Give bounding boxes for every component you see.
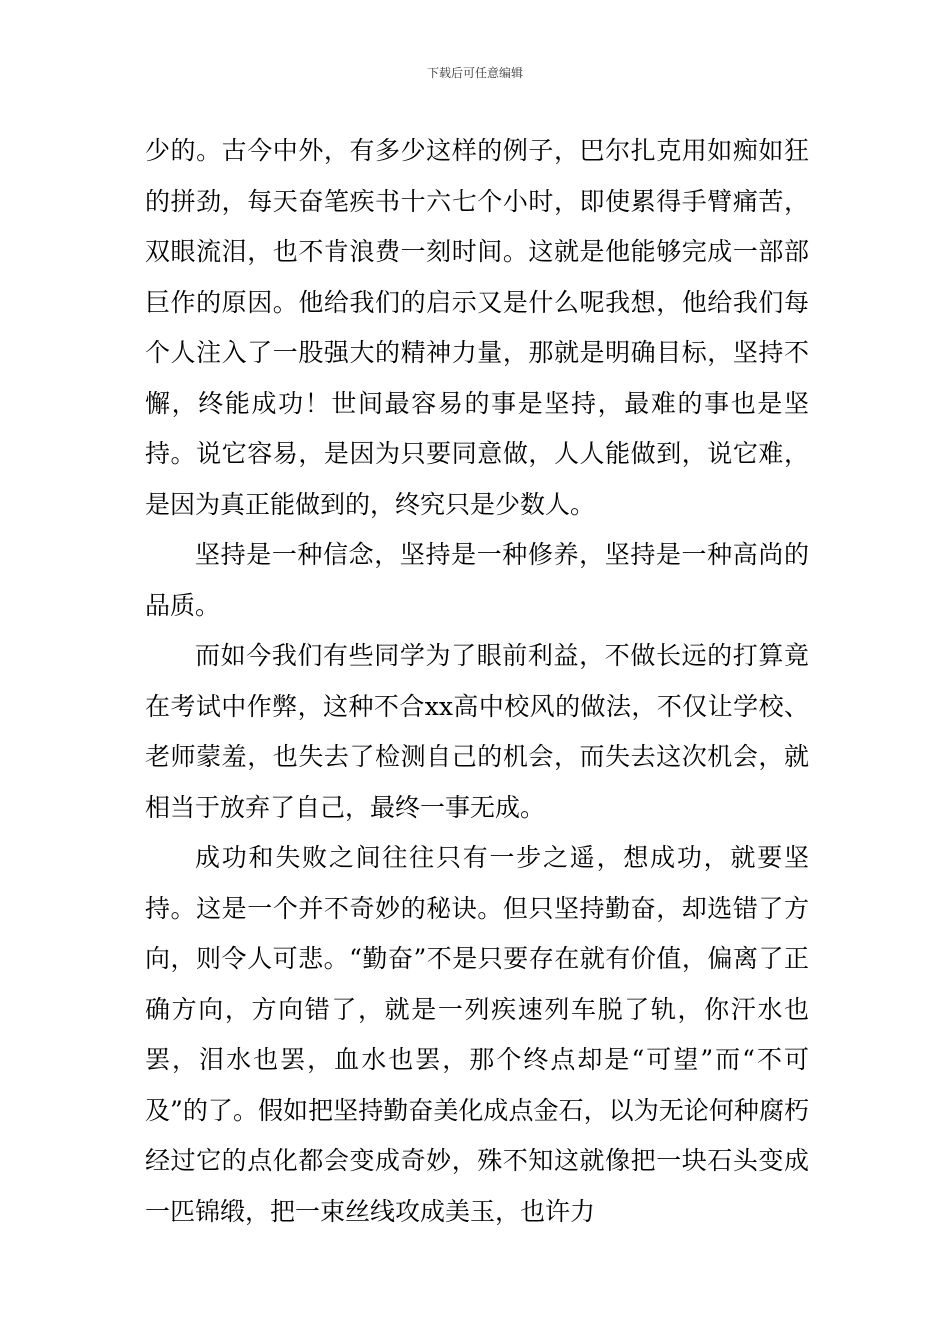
document-body — [145, 126, 809, 1237]
paragraph-exam-cheating: 而如今我们有些同学为了眼前利益，不做长远的打算竟在考试中作弊，这种不合xx高中校风的做法，不仅让学校、老师蒙羞，也失去了检测自己的机会，而失去这次机会，就相当于放弃了自己，最终一事无成。 — [145, 641, 809, 822]
page-header: 下载后可任意编辑 — [426, 66, 523, 80]
paragraph-continued: 少的。古今中外，有多少这样的例子，巴尔扎克用如痴如狂的拼劲，每天奋笔疾书十六七个小时，即使累得手臂痛苦，双眼流泪，也不肯浪费一刻时间。这就是他能够完成一部部巨作的原因。他给我们的启示又是什么呢我想，他给我们每个人注入了一股强大的精神力量，那就是明确目标，坚持不懈，终能成功！世间最容易的事是坚持，最难的事也是坚持。说它容易，是因为只要同意做，人人能做到，说它难，是因为真正能做到的，终究只是少数人。 — [145, 136, 809, 519]
paragraph-persistence-belief: 坚持是一种信念，坚持是一种修养，坚持是一种高尚的品质。 — [145, 540, 809, 620]
paragraph-success-failure: 成功和失败之间往往只有一步之遥，想成功，就要坚持。这是一个并不奇妙的秘诀。但只坚持勤奋，却选错了方向，则令人可悲。“勤奋”不是只要存在就有价值，偏离了正确方向，方向错了，就是一列疾速列车脱了轨，你汗水也罢，泪水也罢，血水也罢，那个终点却是“可望”而“不可及”的了。假如把坚持勤奋美化成点金石，以为无论何种腐朽经过它的点化都会变成奇妙，殊不知这就像把一块石头变成一匹锦缎，把一束丝线攻成美玉，也许力 — [145, 843, 809, 1226]
